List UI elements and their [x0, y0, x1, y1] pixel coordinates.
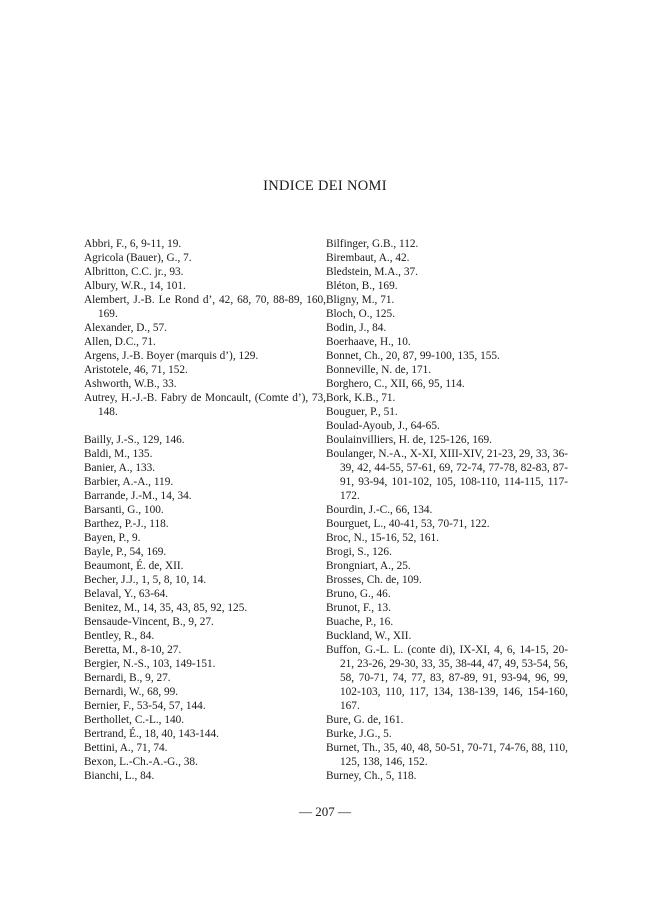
- index-entry: Bexon, L.-Ch.-A.-G., 38.: [84, 756, 198, 768]
- index-entry: Albritton, C.C. jr., 93.: [84, 266, 184, 278]
- index-entry: Boulanger, N.-A., X-XI, XIII-XIV, 21-23, 29, 33, 36-39, 42, 44-55, 57-61, 69, 72-74, 77-78, 82-83, 87-91, 93-94, 101-102, 105, 108-110, 114-115, 117-172.: [326, 448, 568, 502]
- index-entry: Bilfinger, G.B., 112.: [326, 238, 419, 250]
- index-entry: Bernier, F., 53-54, 57, 144.: [84, 700, 206, 712]
- index-entry: Barrande, J.-M., 14, 34.: [84, 490, 192, 502]
- index-entry: Brunot, F., 13.: [326, 602, 392, 614]
- index-entry: Aristotele, 46, 71, 152.: [84, 364, 188, 376]
- index-entry: Buffon, G.-L. L. (conte di), IX-XI, 4, 6, 14-15, 20-21, 23-26, 29-30, 33, 35, 38-44, 47, 49, 53-54, 56, 58, 70-71, 74, 77, 83, 87-89, 91, 93-94, 96, 99, 102-103, 110, 117, 134, 138-139, 146, 154-160, 167.: [326, 644, 568, 712]
- index-entry: Albury, W.R., 14, 101.: [84, 280, 186, 292]
- section-gap: [84, 419, 326, 433]
- index-entry: Bentley, R., 84.: [84, 630, 155, 642]
- index-entry: Bertrand, É., 18, 40, 143-144.: [84, 728, 219, 740]
- index-entry: Borghero, C., XII, 66, 95, 114.: [326, 378, 465, 390]
- index-entry: Bergier, N.-S., 103, 149-151.: [84, 658, 216, 670]
- index-entry: Broc, N., 15-16, 52, 161.: [326, 532, 439, 544]
- index-entry: Bledstein, M.A., 37.: [326, 266, 418, 278]
- index-entry: Berthollet, C.-L., 140.: [84, 714, 185, 726]
- index-entry: Bernardi, W., 68, 99.: [84, 686, 179, 698]
- index-entry: Becher, J.J., 1, 5, 8, 10, 14.: [84, 574, 207, 586]
- index-entry: Brosses, Ch. de, 109.: [326, 574, 422, 586]
- index-entry: Belaval, Y., 63-64.: [84, 588, 169, 600]
- index-entry: Allen, D.C., 71.: [84, 336, 156, 348]
- index-entry: Boulad-Ayoub, J., 64-65.: [326, 420, 440, 432]
- index-entry: Bruno, G., 46.: [326, 588, 391, 600]
- index-entry: Burnet, Th., 35, 40, 48, 50-51, 70-71, 74-76, 88, 110, 125, 138, 146, 152.: [326, 742, 568, 768]
- index-entry: Benitez, M., 14, 35, 43, 85, 92, 125.: [84, 602, 248, 614]
- index-entry: Barthez, P.-J., 118.: [84, 518, 169, 530]
- index-entry: Bligny, M., 71.: [326, 294, 395, 306]
- index-column-right: [326, 237, 568, 783]
- index-entry: Brogi, S., 126.: [326, 546, 392, 558]
- index-entry: Bouguer, P., 51.: [326, 406, 398, 418]
- index-entry: Beretta, M., 8-10, 27.: [84, 644, 182, 656]
- index-entry: Burney, Ch., 5, 118.: [326, 770, 417, 782]
- index-entry: Bourguet, L., 40-41, 53, 70-71, 122.: [326, 518, 490, 530]
- index-entry: Bonnet, Ch., 20, 87, 99-100, 135, 155.: [326, 350, 500, 362]
- index-entry: Alembert, J.-B. Le Rond d’, 42, 68, 70, 88-89, 160, 169.: [84, 294, 326, 320]
- index-column-left: [84, 237, 326, 783]
- index-entry: Boulainvilliers, H. de, 125-126, 169.: [326, 434, 492, 446]
- index-entry: Barsanti, G., 100.: [84, 504, 164, 516]
- index-entry: Bodin, J., 84.: [326, 322, 387, 334]
- index-entry: Birembaut, A., 42.: [326, 252, 410, 264]
- page-title: INDICE DEI NOMI: [263, 178, 387, 194]
- index-entry: Alexander, D., 57.: [84, 322, 167, 334]
- index-entry: Bernardi, B., 9, 27.: [84, 672, 171, 684]
- index-entry: Burke, J.G., 5.: [326, 728, 392, 740]
- index-entry: Bonneville, N. de, 171.: [326, 364, 432, 376]
- index-entry: Buckland, W., XII.: [326, 630, 412, 642]
- page-number: — 207 —: [299, 804, 351, 819]
- index-entry: Buache, P., 16.: [326, 616, 394, 628]
- index-entry: Brongniart, A., 25.: [326, 560, 411, 572]
- index-entry: Bailly, J.-S., 129, 146.: [84, 434, 185, 446]
- index-entry: Autrey, H.-J.-B. Fabry de Moncault, (Comte d’), 73, 148.: [84, 392, 326, 418]
- index-entry: Banier, A., 133.: [84, 462, 156, 474]
- index-entry: Ashworth, W.B., 33.: [84, 378, 177, 390]
- index-entry: Bloch, O., 125.: [326, 308, 396, 320]
- index-entry: Bensaude-Vincent, B., 9, 27.: [84, 616, 214, 628]
- index-entry: Bayle, P., 54, 169.: [84, 546, 167, 558]
- index-entry: Bianchi, L., 84.: [84, 770, 155, 782]
- index-entry: Barbier, A.-A., 119.: [84, 476, 174, 488]
- index-entry: Bork, K.B., 71.: [326, 392, 396, 404]
- index-entry: Boerhaave, H., 10.: [326, 336, 411, 348]
- index-entry: Bayen, P., 9.: [84, 532, 141, 544]
- index-entry: Argens, J.-B. Boyer (marquis d’), 129.: [84, 350, 259, 362]
- index-entry: Bourdin, J.-C., 66, 134.: [326, 504, 433, 516]
- index-entry: Agricola (Bauer), G., 7.: [84, 252, 192, 264]
- index-entry: Baldi, M., 135.: [84, 448, 153, 460]
- index-entry: Bléton, B., 169.: [326, 280, 398, 292]
- index-entry: Bure, G. de, 161.: [326, 714, 404, 726]
- index-entry: Abbri, F., 6, 9-11, 19.: [84, 238, 182, 250]
- index-entry: Bettini, A., 71, 74.: [84, 742, 168, 754]
- index-entry: Beaumont, É. de, XII.: [84, 560, 184, 572]
